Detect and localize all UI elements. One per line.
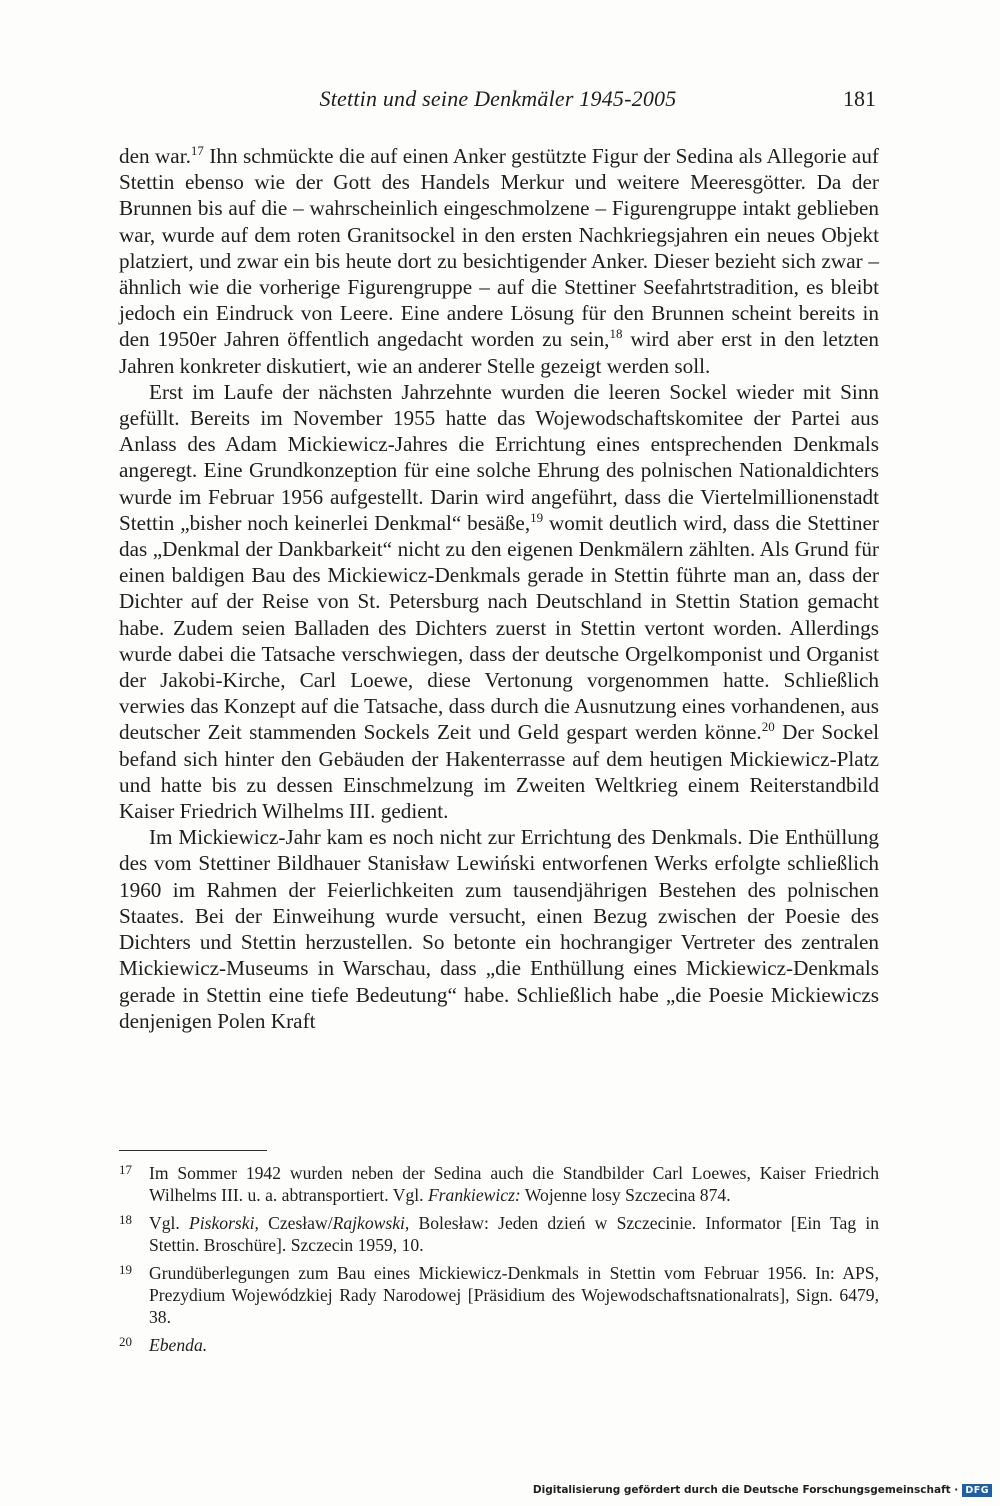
footnote-author: Piskorski, <box>189 1212 259 1233</box>
footnote-divider <box>119 1150 267 1151</box>
footnote-ref-18: 18 <box>609 326 623 342</box>
digitization-text: Digitalisierung gefördert durch die Deutsche Forschungsgemeinschaft · <box>532 1484 959 1496</box>
footnotes <box>119 1162 879 1361</box>
main-text <box>119 143 879 1034</box>
paragraph-1: den war.$^{17}$ Ihn schmückte die auf einen Anker gestützte Figur der Sedina als Allegorie auf Stettin ebenso wie der Gott des Handels Merkur und weitere Meeresgötter. Da der Brunnen bis auf die – wahrscheinlich eingeschmolzene – Figurengruppe intakt geblieben war, wurde auf dem roten Granitsockel in den ersten Nachkriegsjahren ein neues Objekt platziert, und zwar ein bis heute dort zu besichtigender Anker. Dieser bezieht sich zwar – ähnlich wie die vorherige Figurengruppe – auf die Stettiner Seefahrtstradition, es bleibt jedoch ein Eindruck von Leere. Eine andere Lösung für den Brunnen scheint bereits in den 1950er Jahren öffentlich angedacht worden zu sein,$^{18}$ wird aber erst in den letzten Jahren konkreter diskutiert, wie an anderer Stelle gezeigt werden soll. <box>119 143 879 378</box>
footnote-ref-20: 20 <box>761 719 775 735</box>
footnote-17: 17 Im Sommer 1942 wurden neben der Sedina auch die Standbilder Carl Loewes, Kaiser Friedrich Wilhelms III. u. a. abtransportiert. Vgl. Frankiewicz: Wojenne losy Szczecina 874. <box>119 1162 879 1207</box>
dfg-logo-icon: DFG <box>962 1484 992 1497</box>
footnote-19: 19 Grundüberlegungen zum Bau eines Mickiewicz-Denkmals in Stettin vom Februar 1956. In: APS, Prezydium Wojewódzkiej Rady Narodowej [Präsidium des Wojewodschaftsnationalrats], Sign. 6479, 38. <box>119 1262 879 1329</box>
running-head <box>118 86 878 116</box>
footnote-ref-17: 17 <box>190 143 204 158</box>
footnote-number: 19 <box>119 1261 132 1277</box>
running-title: Stettin und seine Denkmäler 1945-2005 <box>319 86 677 111</box>
footnote-18: 18 Vgl. Piskorski, Czesław/Rajkowski, Bolesław: Jeden dzień w Szczecinie. Informator [Ein Tag in Stettin. Broschüre]. Szczecin 1959, 10. <box>119 1212 879 1257</box>
footnote-ref-19: 19 <box>530 509 544 525</box>
footnote-number: 17 <box>119 1162 132 1177</box>
footnote-number: 20 <box>119 1333 132 1349</box>
page-number: 181 <box>843 86 876 111</box>
footnote-20: 20 Ebenda. <box>119 1334 879 1356</box>
footnote-author: Rajkowski, <box>332 1212 410 1233</box>
footnote-author: Frankiewicz: <box>427 1185 521 1206</box>
paragraph-2: Erst im Laufe der nächsten Jahrzehnte wurden die leeren Sockel wieder mit Sinn gefüllt. Bereits im November 1955 hatte das Wojewodschaftskomitee der Partei aus Anlass des Adam Mickiewicz-Jahres die Errichtung eines entsprechenden Denkmals angeregt. Eine Grundkonzeption für eine solche Ehrung des polnischen Nationaldichters wurde im Februar 1956 aufgestellt. Darin wird angeführt, dass die Viertelmillionenstadt Stettin „bisher noch keinerlei Denkmal“ besäße,$^{19}$ womit deutlich wird, dass die Stettiner das „Denkmal der Dankbarkeit“ nicht zu den eigenen Denkmälern zählten. Als Grund für einen baldigen Bau des Mickiewicz-Denkmals gerade in Stettin führte man an, dass der Dichter auf der Reise von St. Petersburg nach Deutschland in Stettin Station gemacht habe. Zudem seien Balladen des Dichters zuerst in Stettin vertont worden. Allerdings wurde dabei die Tatsache verschwiegen, dass der deutsche Orgelkomponist und Organist der Jakobi-Kirche, Carl Loewe, diese Vertonung vorgenommen hatte. Schließlich verwies das Konzept auf die Tatsache, dass durch die Ausnutzung eines vorhandenen, aus deutscher Zeit stammenden Sockels Zeit und Geld gespart werden könne.$^{20}$ Der Sockel befand sich hinter den Gebäuden der Hakenterrasse auf dem heutigen Mickiewicz-Platz und hatte bis zu dessen Einschmelzung im Zweiten Weltkrieg einem Reiterstandbild Kaiser Friedrich Wilhelms III. gedient. <box>119 379 879 824</box>
footnote-number: 18 <box>119 1211 132 1227</box>
paragraph-3: Im Mickiewicz-Jahr kam es noch nicht zur Errichtung des Denkmals. Die Enthüllung des vom Stettiner Bildhauer Stanisław Lewiński entworfenen Werks erfolgte schließlich 1960 im Rahmen der Feierlichkeiten zum tausendjährigen Bestehen des polnischen Staates. Bei der Einweihung wurde versucht, einen Bezug zwischen der Poesie des Dichters und Stettin herzustellen. So betonte ein hochrangiger Vertreter des zentralen Mickiewicz-Museums in Warschau, dass „die Enthüllung eines Mickiewicz-Denkmals gerade in Stettin eine tiefe Bedeutung“ habe. Schließlich habe „die Poesie Mickiewiczs denjenigen Polen Kraft <box>119 825 879 1033</box>
digitization-note <box>533 1482 992 1498</box>
